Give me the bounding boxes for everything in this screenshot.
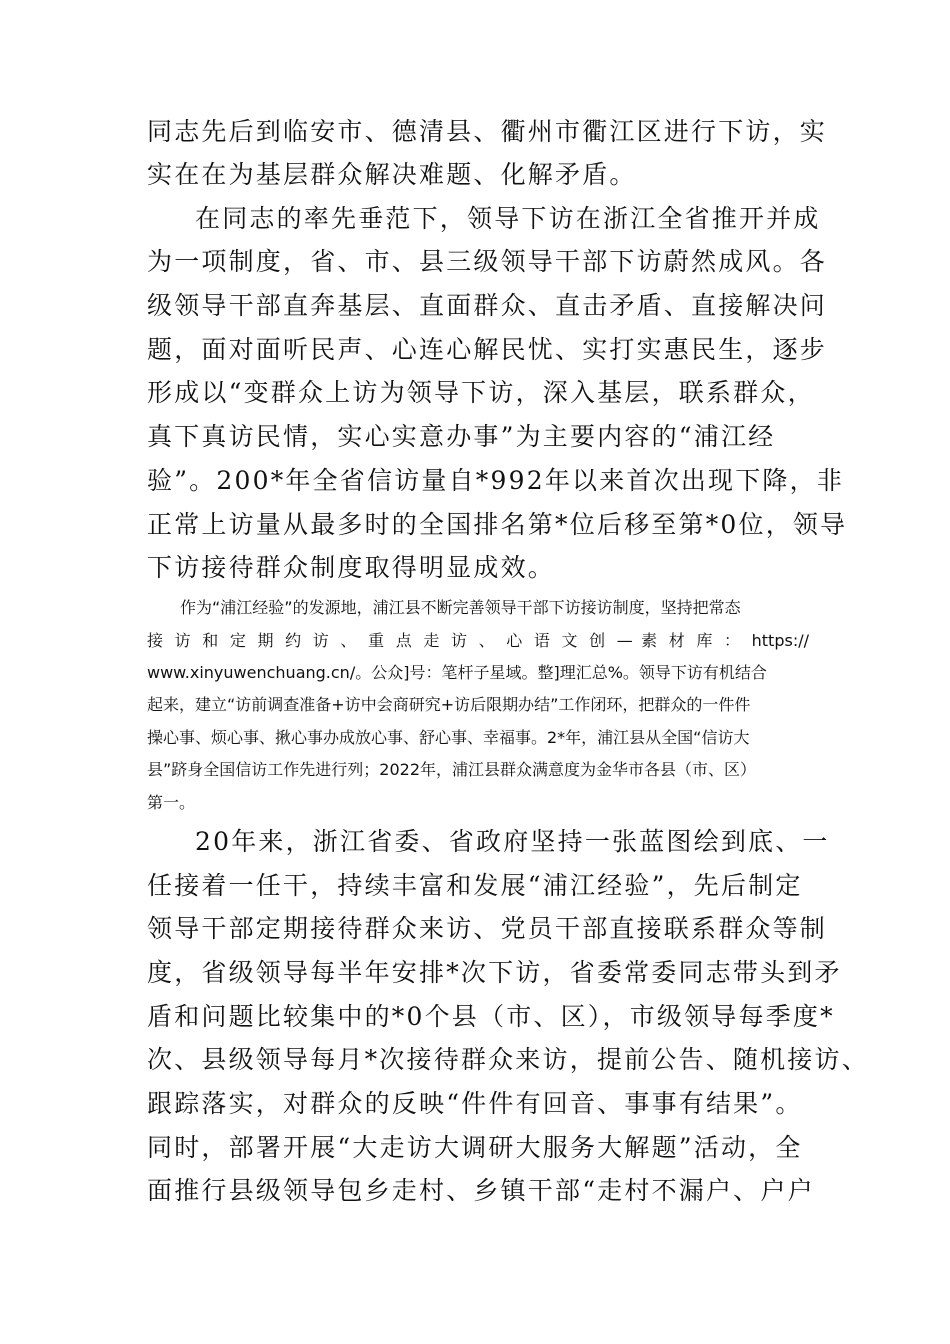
paragraph-2-line-9: 下访接待群众制度取得明显成效。 — [147, 553, 556, 582]
paragraph-3-line-1: 作为“浦江经验”的发源地，浦江县不断完善领导干部下访接访制度，坚持把常态 — [180, 598, 741, 617]
paragraph-2-line-1: 在同志的率先垂范下，领导下访在浙江全省推开并成 — [195, 204, 821, 233]
paragraph-4-line-3: 领导干部定期接待群众来访、党员干部直接联系群众等制 — [147, 914, 828, 943]
paragraph-4-line-1: 20年来，浙江省委、省政府坚持一张蓝图绘到底、一 — [195, 827, 830, 856]
paragraph-3-line-2: 接 访 和 定 期 约 访 、 重 点 走 访 、 心 语 文 创 — 素 材 库 ： https:// — [147, 631, 809, 650]
paragraph-4-line-6: 次、县级领导每月*次接待群众来访，提前公告、随机接访、 — [147, 1045, 869, 1074]
paragraph-2-line-3: 级领导干部直奔基层、直面群众、直击矛盾、直接解决问 — [147, 291, 828, 320]
paragraph-2-line-7: 验”。200*年全省信访量自*992年以来首次出现下降，非 — [147, 466, 845, 495]
paragraph-4-line-7: 跟踪落实，对群众的反映“件件有回音、事事有结果”。 — [147, 1089, 803, 1118]
paragraph-4-line-2: 任接着一任干，持续丰富和发展“浦江经验”，先后制定 — [147, 871, 803, 900]
paragraph-3-line-5: 操心事、烦心事、揪心事办成放心事、舒心事、幸福事。2*年，浦江县从全国“信访大 — [147, 728, 750, 747]
paragraph-1-line-1: 同志先后到临安市、德清县、衢州市衢江区进行下访，实 — [147, 117, 828, 146]
paragraph-2-line-6: 真下真访民情，实心实意办事”为主要内容的“浦江经 — [147, 422, 776, 451]
paragraph-3-line-3: www.xinyuwenchuang.cn/。公众]号：笔杆子星域。整]理汇总%。领导下访有机结合 — [147, 663, 767, 682]
paragraph-1-line-2: 实在在为基层群众解决难题、化解矛盾。 — [147, 160, 637, 189]
paragraph-3-line-7: 第一。 — [147, 793, 196, 812]
paragraph-2-line-2: 为一项制度，省、市、县三级领导干部下访蔚然成风。各 — [147, 247, 828, 276]
paragraph-4-line-5: 盾和问题比较集中的*0个县（市、区），市级领导每季度* — [147, 1002, 835, 1031]
paragraph-4-line-8: 同时，部署开展“大走访大调研大服务大解题”活动，全 — [147, 1133, 803, 1162]
paragraph-3-line-6: 县”跻身全国信访工作先进行列；2022年，浦江县群众满意度为金华市各县（市、区） — [147, 760, 757, 779]
paragraph-2-line-4: 题，面对面听民声、心连心解民忧、实打实惠民生，逐步 — [147, 335, 828, 364]
paragraph-2-line-5: 形成以“变群众上访为领导下访，深入基层，联系群众， — [147, 378, 815, 407]
paragraph-2-line-8: 正常上访量从最多时的全国排名第*位后移至第*0位，领导 — [147, 510, 848, 539]
paragraph-3-line-4: 起来，建立“访前调查准备+访中会商研究+访后限期办结”工作闭环，把群众的一件件 — [147, 695, 751, 714]
paragraph-4-line-4: 度，省级领导每半年安排*次下访，省委常委同志带头到矛 — [147, 958, 842, 987]
paragraph-4-line-9: 面推行县级领导包乡走村、乡镇干部“走村不漏户、户户 — [147, 1176, 815, 1205]
